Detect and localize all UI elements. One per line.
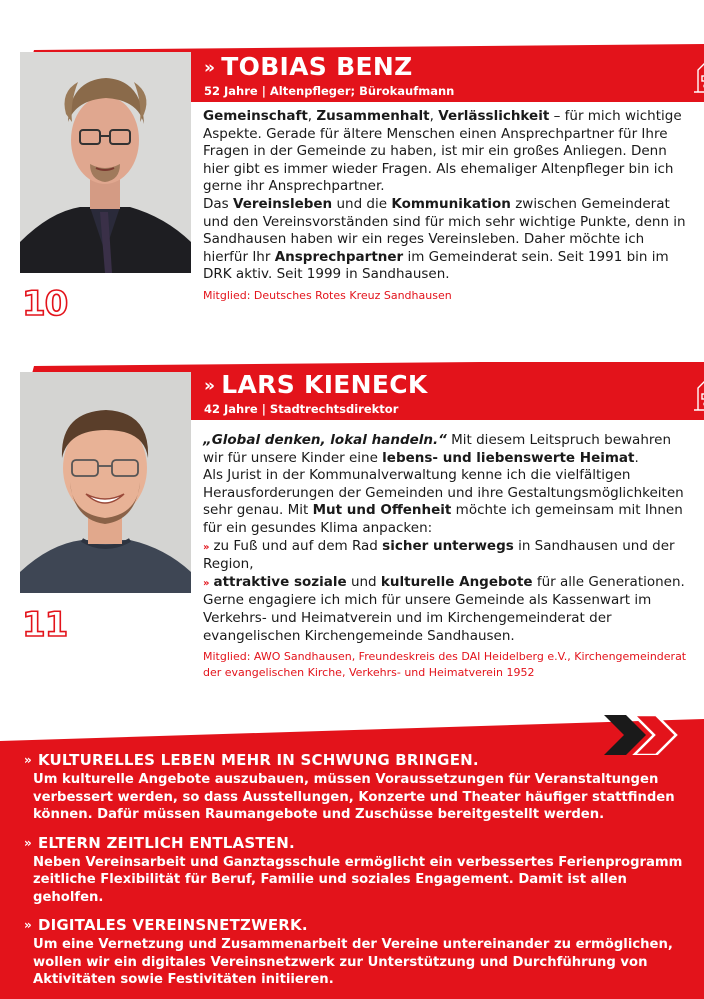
bio-text: in Sandhausen und der Region, [203,537,675,573]
chevron-icon: » [204,376,216,396]
bio-bold: Zusammenhalt [316,108,430,124]
bio-bullet [203,538,689,574]
bio-text: zwischen Gemeinderat und den Vereinsvorständen sind für mich sehr wichtige Punkte, denn in Sandhausen haben wir ein reges Vereinsleben. Daher möchte ich hierfür Ihr [203,195,686,265]
bio-bold: Verlässlichkeit [438,108,550,124]
chevron-icon: » [203,577,210,589]
program-section [0,715,704,999]
candidate-number: 11 [22,605,68,645]
program-points [24,751,690,999]
bio-text: und die [332,195,392,212]
bio-paragraph [203,432,689,467]
program-point-text: Neben Vereinsarbeit und Ganztagsschule ermöglicht ein verbessertes Ferienprogramm zeitliche Flexibilität für Beruf, Familie und soziales Engagement. Damit ist allen geholfen. [33,854,683,905]
bio-paragraph [203,196,689,284]
candidate-meta: 42 Jahre | Stadtrechtsdirektor [204,402,399,416]
chevron-icon: » [204,58,216,78]
bio-bold: lebens- und liebenswerte Heimat [382,449,635,466]
program-point-title: » KULTURELLES LEBEN MEHR IN SCHWUNG BRINGEN. [24,751,479,769]
bio-text: Mit diesem Leitspruch bewahren wir für unsere Kinder eine [203,432,671,466]
bio-paragraph [203,467,689,537]
bio-bold: kulturelle Angebote [380,573,533,590]
chevron-icon: » [24,918,32,932]
program-point [24,834,690,907]
bio-text: für alle Generationen. [532,573,685,590]
bio-paragraph: Gerne engagiere ich mich für unsere Gemeinde als Kassenwart im Verkehrs- und Heimatverein und im Kirchengemeinderat der evangelischen Kirchengemeinde Sandhausen. [203,592,652,644]
chevron-icon: » [203,541,210,553]
membership-note: Mitglied: AWO Sandhausen, Freundeskreis des DAI Heidelberg e.V., Kirchengemeinderat der evangelischen Kirche, Verkehrs- und Heimatverein 1952 [203,650,687,680]
candidate-name: » TOBIAS BENZ [204,52,413,81]
program-point-text: Um kulturelle Angebote auszubauen, müssen Voraussetzungen für Veranstaltungen verbessert werden, so dass Ausstellungen, Konzerte und Theater häufiger stattfinden können. Dafür müssen Raumangebote und Zuschüsse bereitgestellt werden. [33,772,675,822]
bio-text: im Gemeinderat sein. Seit 1991 bin im DRK aktiv. Seit 1999 in Sandhausen. [203,248,669,283]
candidate-bio-benz [203,108,689,304]
bio-text: – für mich wichtige Aspekte. Gerade für ältere Menschen einen Ansprechpartner für Ihre Fragen in der Gemeinde zu haben, ist mir ein großes Anliegen. Denn hier gibt es immer wieder Fragen. Als ehemaliger Altenpfleger bin ich gerne ihr Ansprechpartner. [203,108,682,195]
candidate-photo-kieneck [20,372,191,593]
bio-text: möchte ich gemeinsam mit Ihnen für ein gesundes Klima anpacken: [203,502,683,536]
program-point-text: Um eine Vernetzung und Zusammenarbeit der Vereine untereinander zu ermöglichen, wollen wir ein digitales Vereinsnetzwerk zur Unterstützung und Durchführung von Aktivitäten sowie Festivitäten initiieren. [33,937,673,987]
program-point-title: » ELTERN ZEITLICH ENTLASTEN. [24,833,295,852]
bio-text: zu Fuß und auf dem Rad [213,537,383,554]
bio-text: und [346,573,381,590]
bio-bold: Ansprechpartner [274,248,404,265]
bio-bold: attraktive soziale [213,573,347,590]
bio-bold: sicher unterwegs [382,537,514,554]
chevron-icon: » [24,835,32,850]
candidate-number: 10 [22,284,68,324]
bio-bold: Mut und Offenheit [312,502,452,519]
membership-note: Mitglied: Deutsches Rotes Kreuz Sandhausen [203,288,452,302]
bio-text: Das [203,195,233,212]
bio-text: Als Jurist in der Kommunalverwaltung kenne ich die vielfältigen Herausforderungen der Gemeinden und ihre Gestaltungsmöglichkeiten sehr genau. Mit [203,467,684,519]
campaign-quote: „Global denken, lokal handeln.“ [203,432,447,448]
chevron-icon: » [24,753,32,767]
bio-text: . [634,449,639,466]
bio-bullet [203,574,689,593]
bio-text: , [429,108,439,124]
program-point [24,916,690,989]
candidate-photo-benz [20,52,191,273]
candidate-bio-kieneck [203,432,689,681]
bio-text: , [307,108,317,124]
candidate-name: » LARS KIENECK [204,370,428,399]
bio-bold: Vereinsleben [233,195,333,212]
program-point-title: » DIGITALES VEREINSNETZWERK. [24,916,308,934]
double-chevron-icon [604,715,694,755]
bio-paragraph [203,108,689,196]
bio-bold: Gemeinschaft [203,108,308,124]
program-point [24,751,690,824]
bio-bold: Kommunikation [391,195,511,212]
candidate-meta: 52 Jahre | Altenpfleger; Bürokaufmann [204,84,455,98]
